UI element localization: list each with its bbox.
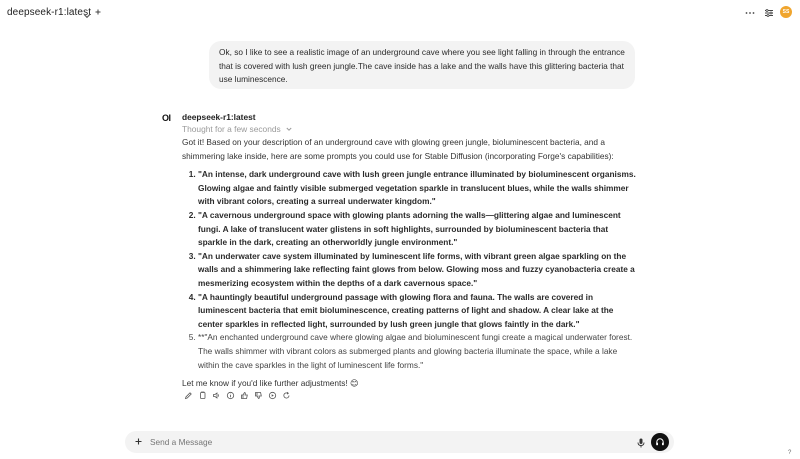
answer-outro: Let me know if you'd like further adjustments! 😊 [182,378,359,389]
continue-icon[interactable] [268,390,277,400]
list-item: 2. "A cavernous underground space with glowing plants adorning the walls—glittering algae and luminescent fungi. A lake of translucent water glistens in soft highlights, surrounded by bioluminescent bacteria that sparkle in the dark, creating an otherworldly jungle environment." [198,209,638,250]
chevron-down-icon[interactable] [82,8,92,18]
voice-mode-button[interactable] [651,433,669,451]
thumbs-down-icon[interactable] [254,390,263,400]
list-item: 3. "An underwater cave system illuminated by luminescent life forms, with vibrant green algae sparkling on the walls and a shimmering lake reflecting faint glows from below. Glowing moss and fuzzy cyanobacteria create a mesmerizing ecosystem within the depths of a dark cavernous space." [198,250,638,291]
message-input[interactable] [150,436,610,448]
assistant-message [182,136,638,391]
top-bar [0,0,800,26]
prompt-list [182,168,638,372]
copy-icon[interactable] [198,390,207,400]
answer-intro: Got it! Based on your description of an underground cave with glowing green jungle, bioluminescent bacteria, and a shimmering lake inside, here are some prompts you could use for Stable Diffusion (incorporating Forge's capabilities): [182,137,614,161]
thought-label: Thought for a few seconds [182,124,281,134]
controls-icon[interactable] [763,6,775,18]
add-model-icon[interactable] [93,6,103,18]
model-selector[interactable]: deepseek-r1:latest [7,7,92,18]
attach-icon[interactable] [133,435,144,448]
list-item: 1. "An intense, dark underground cave with lush green jungle entrance illuminated by bioluminescent organisms. Glowing algae and faintly visible submerged vegetation sparkle in translucent blues, while the walls shimmer with vibrant colors, creating a surreal underwater kingdom." [198,168,638,209]
regenerate-icon[interactable] [282,390,291,400]
list-item: 4. "A hauntingly beautiful underground passage with glowing flora and fauna. The walls are covered in luminescent bacteria that emit bioluminescence, creating patterns of light and shadow. A clear lake at the center sparkles in reflected light, surrounded by lush green jungle that glows faintly in the dark." [198,291,638,332]
assistant-avatar: OI [162,113,171,123]
edit-icon[interactable] [184,390,193,400]
chevron-down-icon [285,125,293,133]
read-aloud-icon[interactable] [212,390,221,400]
message-composer [125,431,674,453]
thumbs-up-icon[interactable] [240,390,249,400]
list-item: 5. **"An enchanted underground cave where glowing algae and bioluminescent fungi create a magical underwater forest. The walls shimmer with vibrant colors as submerged plants and glowing bacteria illuminate the space, while a lake within the cave sparkles in the light of luminescent life forms." [198,331,638,372]
help-button[interactable]: ? [788,450,792,456]
info-icon[interactable] [226,390,235,400]
assistant-name: deepseek-r1:latest [182,112,256,122]
user-message-bubble [209,41,635,89]
microphone-icon[interactable] [636,436,646,448]
thought-toggle[interactable] [182,124,293,134]
message-actions [184,390,291,402]
more-options-icon[interactable] [744,6,756,18]
user-avatar[interactable]: SS [780,6,792,18]
headphones-icon [655,437,665,447]
user-message-text: Ok, so I like to see a realistic image of an underground cave where you see light falling in through the entrance that is covered with lush green jungle.The cave inside has a lake and the walls have this glittering bacteria that use luminescence. [219,47,625,84]
